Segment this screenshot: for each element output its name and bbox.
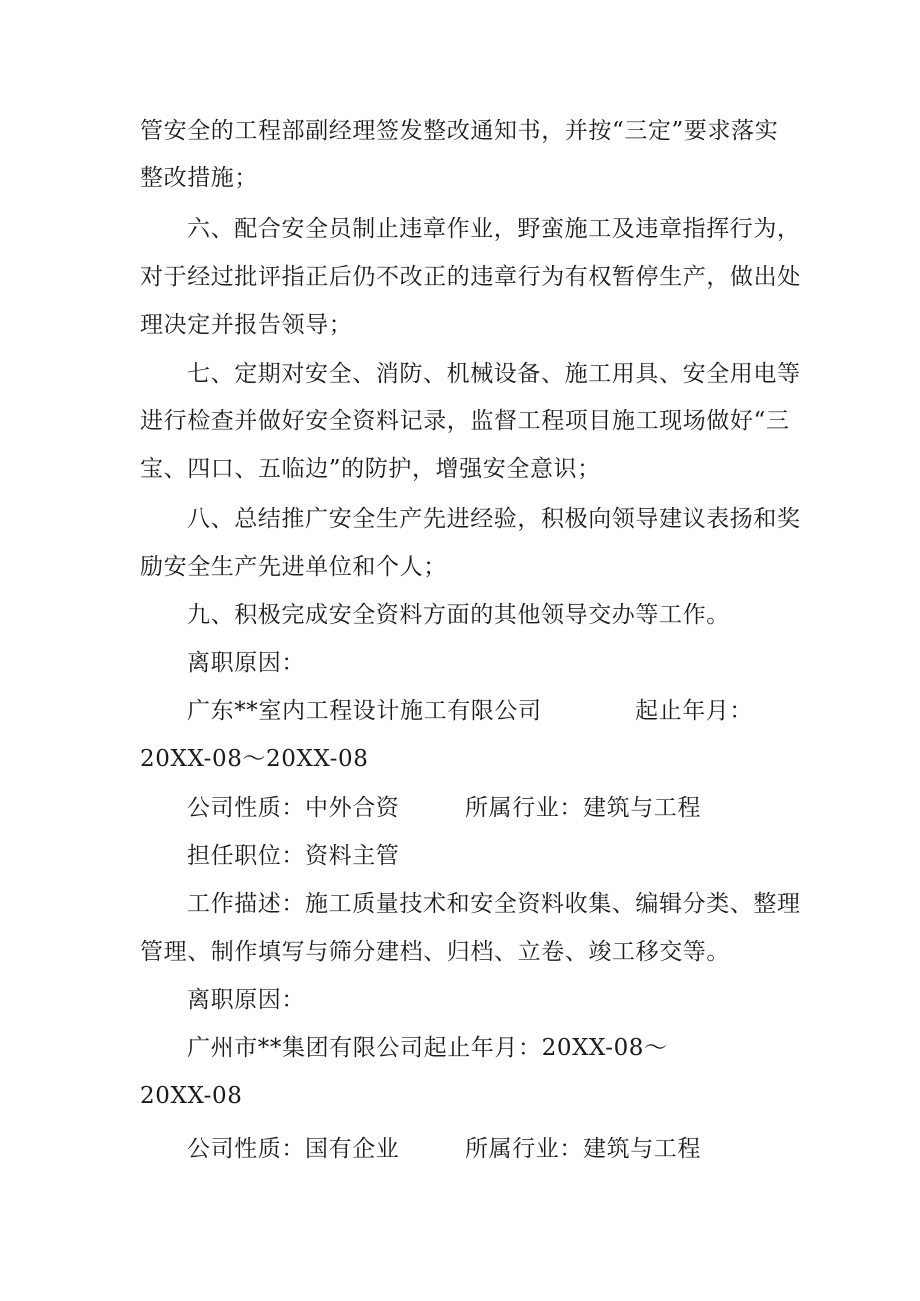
industry: 所属行业：建筑与工程 [465,1136,701,1162]
company-nature: 公司性质：中外合资 [187,795,400,821]
date-range-value: 20XX-08 [140,1083,243,1109]
paragraph-line: 八、总结推广安全生产先进经验，积极向领导建议表扬和奖 [187,506,801,532]
paragraph-line: 理决定并报告领导； [140,312,353,338]
date-range-label: 起止年月： [635,698,753,724]
paragraph-line: 对于经过批评指正后仍不改正的违章行为有权暂停生产，做出处 [140,264,801,290]
paragraph-line: 七、定期对安全、消防、机械设备、施工用具、安全用电等 [187,361,801,387]
company-nature: 公司性质：国有企业 [187,1136,400,1162]
job-description-cont: 管理、制作填写与筛分建档、归档、立卷、竣工移交等。 [140,939,730,965]
paragraph-line: 管安全的工程部副经理签发整改通知书，并按“三定”要求落实 [140,118,779,144]
section-label: 离职原因： [187,987,305,1013]
date-range-value: 20XX-08～20XX-08 [140,746,369,772]
paragraph-line: 六、配合安全员制止违章作业，野蛮施工及违章指挥行为， [187,216,801,242]
job-description: 工作描述：施工质量技术和安全资料收集、编辑分类、整理 [187,891,801,917]
company-name: 广州市**集团有限公司起止年月：20XX-08～ [187,1035,668,1061]
paragraph-line: 宝、四口、五临边”的防护，增强安全意识； [140,456,601,482]
paragraph-line: 励安全生产先进单位和个人； [140,554,447,580]
paragraph-line: 九、积极完成安全资料方面的其他领导交办等工作。 [187,602,730,628]
position: 担任职位：资料主管 [187,843,400,869]
industry: 所属行业：建筑与工程 [465,795,701,821]
company-name: 广东**室内工程设计施工有限公司 [187,698,542,724]
paragraph-line: 整改措施； [140,165,258,191]
section-label: 离职原因： [187,650,305,676]
paragraph-line: 进行检查并做好安全资料记录，监督工程项目施工现场做好“三 [140,408,790,434]
